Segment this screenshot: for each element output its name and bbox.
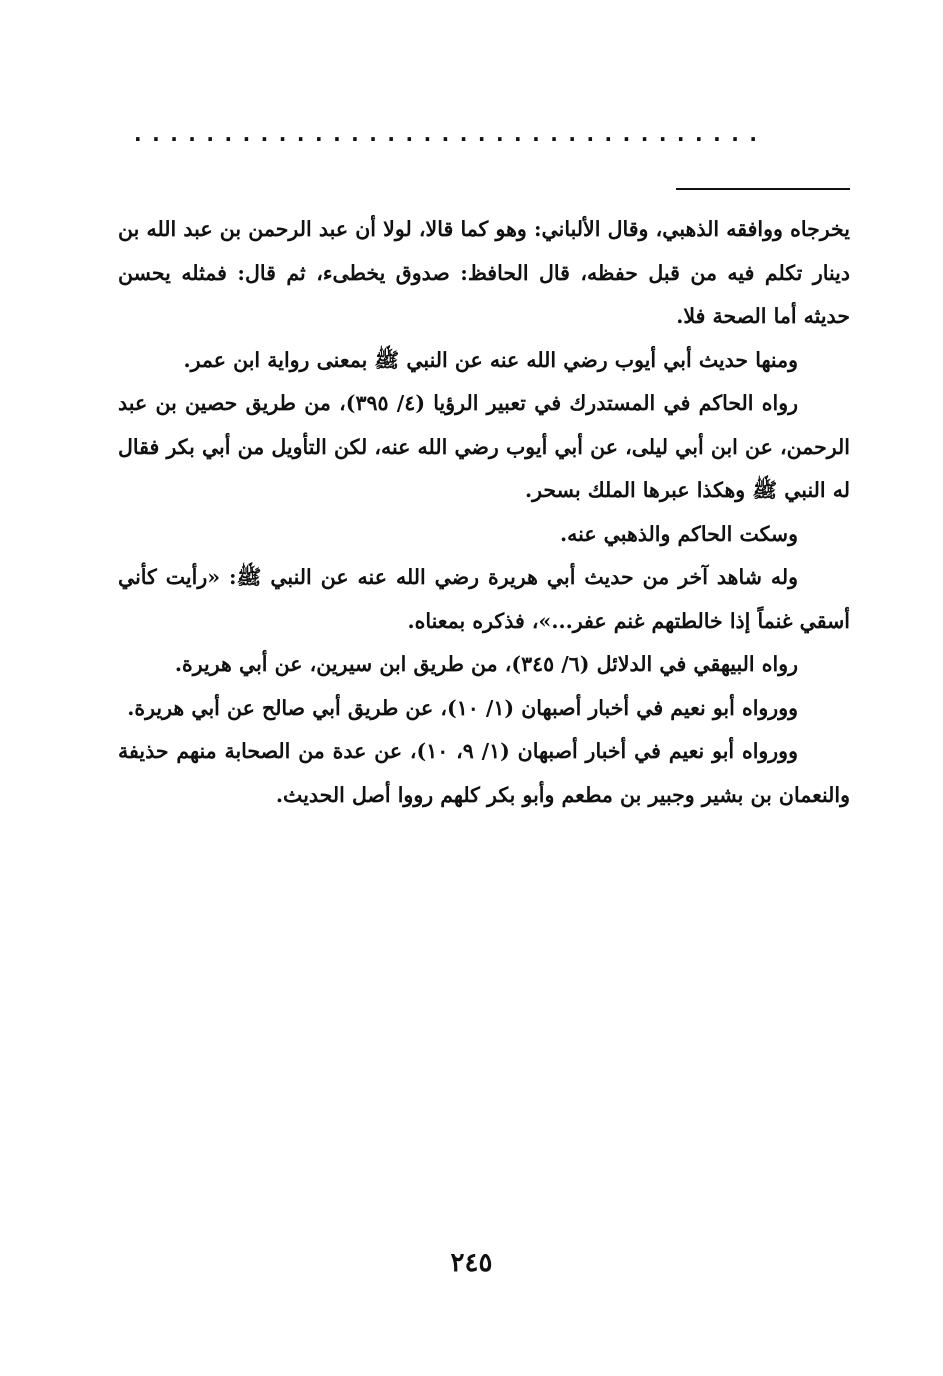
- paragraph-4: وسكت الحاكم والذهبي عنه.: [560, 521, 798, 546]
- footnote-rule: [676, 188, 850, 190]
- paragraph-3: رواه الحاكم في المستدرك في تعبير الرؤيا (٤/ ٣٩٥)، من طريق حصين بن عبد الرحمن، عن ابن أبي ليلى، عن أبي أيوب رضي الله عنه، لكن التأويل من أبي بكر فقال له النبي ﷺ وهكذا عبرها الملك بسحر.: [118, 391, 850, 502]
- paragraph-5: وله شاهد آخر من حديث أبي هريرة رضي الله عنه عن النبي ﷺ: «رأيت كأني أسقي غنماً إذا خالطتهم غنم عفر...»، فذكره بمعناه.: [118, 565, 850, 633]
- paragraph-6: رواه البيهقي في الدلائل (٦/ ٣٤٥)، من طريق ابن سيرين، عن أبي هريرة.: [174, 652, 798, 676]
- dotted-separator: ...................................: [134, 124, 768, 144]
- paragraph-8: وورواه أبو نعيم في أخبار أصبهان (١/ ٩، ١٠)، عن عدة من الصحابة منهم حذيفة والنعمان بن بشير وجبير بن مطعم وأبو بكر كلهم رووا أصل الحديث.: [118, 739, 850, 807]
- page-number: ٢٤٥: [450, 1248, 493, 1278]
- footnote-body: [118, 208, 850, 817]
- paragraph-2: ومنها حديث أبي أيوب رضي الله عنه عن النبي ﷺ بمعنى رواية ابن عمر.: [183, 347, 798, 372]
- paragraph-7: وورواه أبو نعيم في أخبار أصبهان (١/ ١٠)، عن طريق أبي صالح عن أبي هريرة.: [127, 695, 798, 720]
- paragraph-1: يخرجاه ووافقه الذهبي، وقال الألباني: وهو كما قالا، لولا أن عبد الرحمن بن عبد الله بن دينار تكلم فيه من قبل حفظه، قال الحافظ: صدوق يخطىء، ثم قال: فمثله يحسن حديثه أما الصحة فلا.: [118, 217, 850, 328]
